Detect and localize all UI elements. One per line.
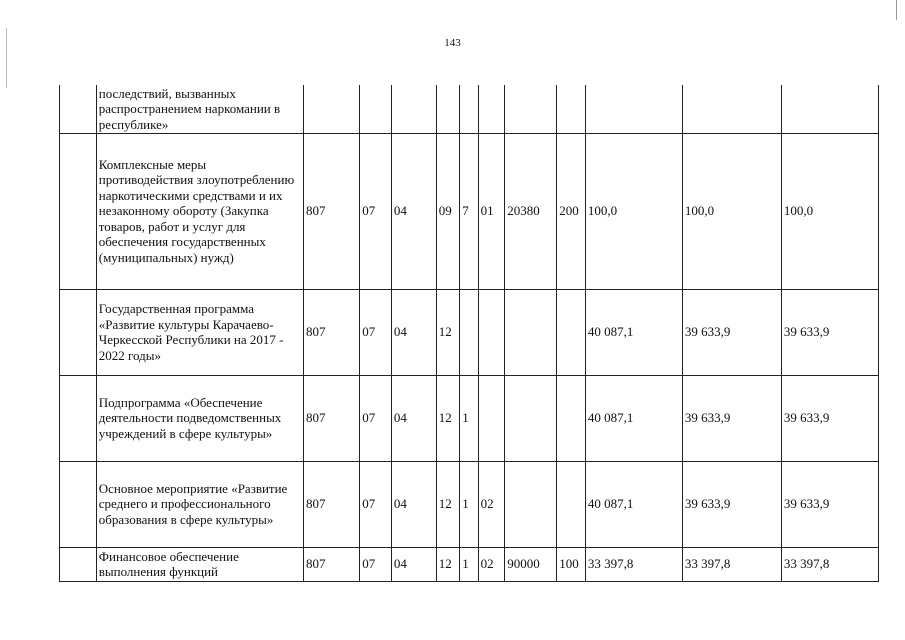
amount-2-cell: 39 633,9 [682,461,781,547]
amount-3-cell: 39 633,9 [781,461,878,547]
subsection-cell: 04 [391,375,436,461]
subsection-cell: 04 [391,547,436,581]
subprogram-cell: 1 [460,375,478,461]
program-cell: 12 [436,375,459,461]
scan-edge-right [896,0,897,20]
direction-cell [505,461,557,547]
expense-type-cell: 100 [557,547,586,581]
direction-cell [505,289,557,375]
ministry-cell: 807 [304,461,360,547]
amount-2-cell: 39 633,9 [682,289,781,375]
section-cell: 07 [360,289,392,375]
description-cell: Подпрограмма «Обеспечение деятельности подведомственных учреждений в сфере культуры» [96,375,303,461]
subprogram-cell [460,289,478,375]
amount-1-cell: 40 087,1 [585,461,682,547]
program-cell: 12 [436,461,459,547]
expense-type-cell [557,375,586,461]
row-number-cell [60,133,97,289]
row-number-cell [60,375,97,461]
subprogram-cell: 1 [460,547,478,581]
expense-type-cell [557,289,586,375]
event-cell: 01 [478,133,505,289]
amount-2-cell: 39 633,9 [682,375,781,461]
row-number-cell [60,289,97,375]
table-row [60,547,879,581]
amount-2-cell: 100,0 [682,133,781,289]
row-number-cell [60,85,97,133]
subsection-cell: 04 [391,289,436,375]
program-cell: 12 [436,547,459,581]
section-cell [360,85,392,133]
table-row [60,289,879,375]
subprogram-cell: 1 [460,461,478,547]
subprogram-cell [460,85,478,133]
budget-table [59,85,879,582]
expense-type-cell [557,85,586,133]
subsection-cell: 04 [391,461,436,547]
row-number-cell [60,547,97,581]
event-cell: 02 [478,461,505,547]
program-cell [436,85,459,133]
description-cell: Государственная программа «Развитие культуры Карачаево-Черкесской Республики на 2017 - 2022 годы» [96,289,303,375]
event-cell [478,375,505,461]
direction-cell: 90000 [505,547,557,581]
expense-type-cell [557,461,586,547]
expense-type-cell: 200 [557,133,586,289]
page-number: 143 [444,37,461,49]
amount-2-cell [682,85,781,133]
section-cell: 07 [360,461,392,547]
program-cell: 12 [436,289,459,375]
amount-1-cell [585,85,682,133]
event-cell [478,289,505,375]
ministry-cell: 807 [304,289,360,375]
ministry-cell: 807 [304,547,360,581]
amount-3-cell [781,85,878,133]
amount-1-cell: 33 397,8 [585,547,682,581]
amount-2-cell: 33 397,8 [682,547,781,581]
subprogram-cell: 7 [460,133,478,289]
amount-1-cell: 100,0 [585,133,682,289]
ministry-cell [304,85,360,133]
section-cell: 07 [360,547,392,581]
amount-3-cell: 100,0 [781,133,878,289]
ministry-cell: 807 [304,375,360,461]
amount-3-cell: 39 633,9 [781,289,878,375]
amount-1-cell: 40 087,1 [585,375,682,461]
direction-cell [505,85,557,133]
program-cell: 09 [436,133,459,289]
subsection-cell [391,85,436,133]
row-number-cell [60,461,97,547]
description-cell: Основное мероприятие «Развитие среднего и профессионального образования в сфере культуры» [96,461,303,547]
table-row [60,133,879,289]
table-row [60,375,879,461]
description-cell: последствий, вызванных распространением наркомании в республике» [96,85,303,133]
description-cell: Финансовое обеспечение выполнения функций [96,547,303,581]
amount-3-cell: 39 633,9 [781,375,878,461]
table-row [60,85,879,133]
description-cell: Комплексные меры противодействия злоупотреблению наркотическими средствами и их незаконному обороту (Закупка товаров, работ и услуг для обеспечения государственных (муниципальных) нужд) [96,133,303,289]
event-cell: 02 [478,547,505,581]
table-row [60,461,879,547]
section-cell: 07 [360,375,392,461]
subsection-cell: 04 [391,133,436,289]
direction-cell: 20380 [505,133,557,289]
ministry-cell: 807 [304,133,360,289]
amount-3-cell: 33 397,8 [781,547,878,581]
amount-1-cell: 40 087,1 [585,289,682,375]
direction-cell [505,375,557,461]
event-cell [478,85,505,133]
section-cell: 07 [360,133,392,289]
